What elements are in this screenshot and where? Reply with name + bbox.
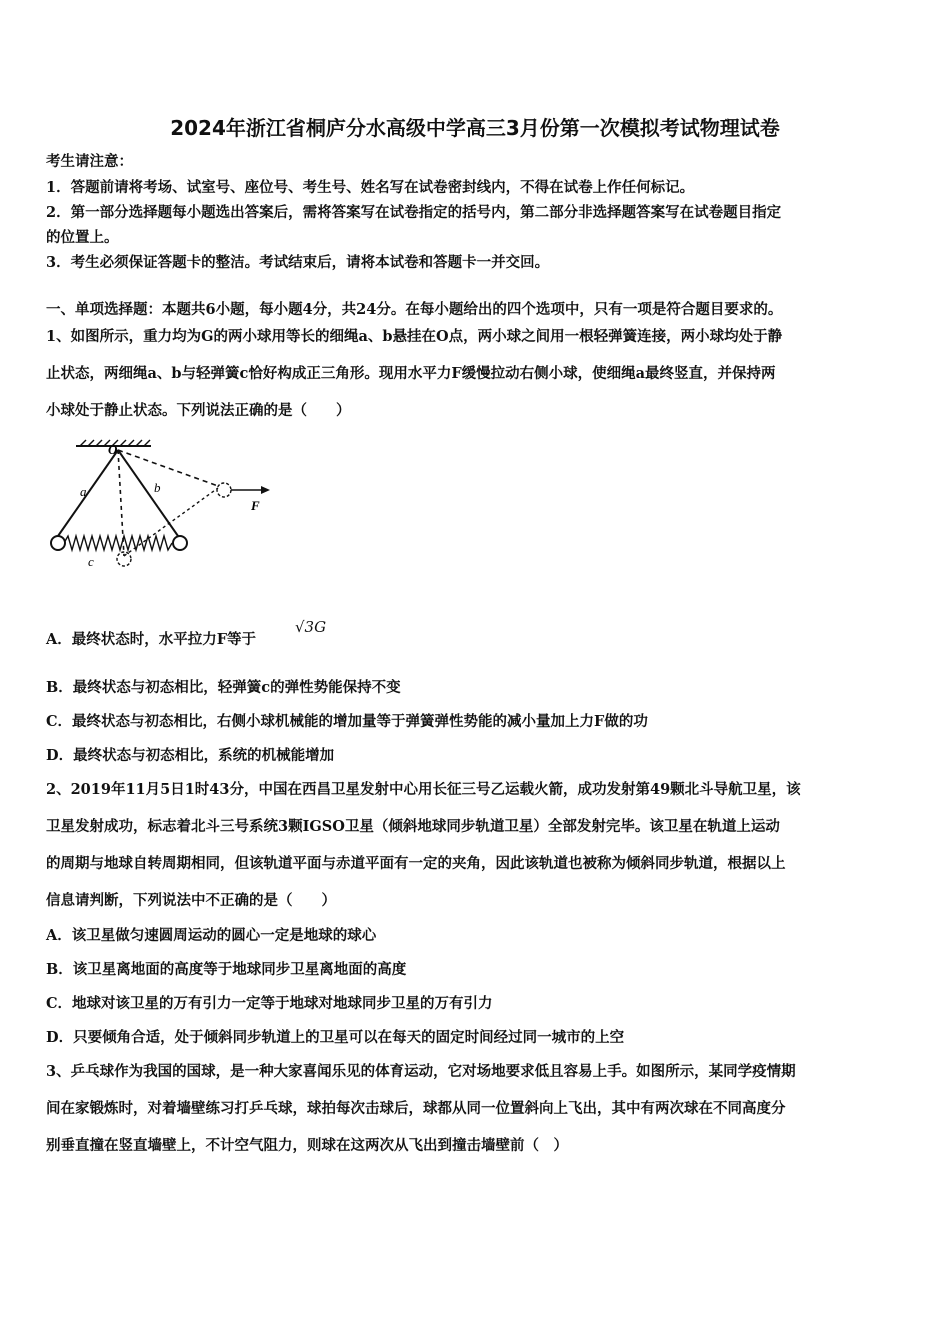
question-3-stem: 3、乒乓球作为我国的国球，是一种大家喜闻乐见的体育运动，它对场地要求低且容易上手。如图所示，某同学疫情期 bbox=[46, 1063, 796, 1080]
notice-item: 的位置上。 bbox=[46, 229, 119, 246]
question-1-option-c: C．最终状态与初态相比，右侧小球机械能的增加量等于弹簧弹性势能的减小量加上力F做的功 bbox=[46, 713, 648, 730]
label-O: O bbox=[108, 442, 118, 457]
question-1-option-a: A．最终状态时，水平拉力F等于 bbox=[46, 631, 257, 648]
question-3-stem: 别垂直撞在竖直墙壁上，不计空气阻力，则球在这两次从飞出到撞击墙壁前（ ） bbox=[46, 1137, 568, 1154]
formula-text: √3G bbox=[295, 618, 327, 636]
question-2-option-c: C．地球对该卫星的万有引力一定等于地球对地球同步卫星的万有引力 bbox=[46, 995, 493, 1012]
notice-heading: 考生请注意： bbox=[46, 153, 133, 170]
notice-item: 3．考生必须保证答题卡的整洁。考试结束后，请将本试卷和答题卡一并交回。 bbox=[46, 254, 550, 271]
question-1-option-b: B．最终状态与初态相比，轻弹簧c的弹性势能保持不变 bbox=[46, 679, 401, 696]
section-heading: 一、单项选择题：本题共6小题，每小题4分，共24分。在每小题给出的四个选项中，只有一项是符合题目要求的。 bbox=[46, 301, 783, 318]
right-ball bbox=[173, 536, 187, 550]
question-2-option-d: D．只要倾角合适，处于倾斜同步轨道上的卫星可以在每天的固定时间经过同一城市的上空 bbox=[46, 1029, 625, 1046]
notice-item: 1．答题前请将考场、试室号、座位号、考生号、姓名写在试卷密封线内，不得在试卷上作任何标记。 bbox=[46, 179, 695, 196]
question-2-stem: 卫星发射成功，标志着北斗三号系统3颗IGSO卫星（倾斜地球同步轨道卫星）全部发射完毕。该卫星在轨道上运动 bbox=[46, 818, 780, 835]
question-1-stem: 1、如图所示，重力均为G的两小球用等长的细绳a、b悬挂在O点，两小球之间用一根轻弹簧连接，两小球均处于静 bbox=[46, 328, 783, 345]
question-2-option-b: B．该卫星离地面的高度等于地球同步卫星离地面的高度 bbox=[46, 961, 407, 978]
question-3-stem: 间在家锻炼时，对着墙壁练习打乒乓球，球拍每次击球后，球都从同一位置斜向上飞出，其中有两次球在不同高度分 bbox=[46, 1100, 786, 1117]
question-2-stem: 的周期与地球自转周期相同，但该轨道平面与赤道平面有一定的夹角，因此该轨道也被称为倾斜同步轨道，根据以上 bbox=[46, 855, 786, 872]
force-arrow-head bbox=[261, 486, 270, 494]
left-ball bbox=[51, 536, 65, 550]
final-right-ball-dashed bbox=[217, 483, 231, 497]
page-title: 2024年浙江省桐庐分水高级中学高三3月份第一次模拟考试物理试卷 bbox=[170, 116, 780, 140]
question-2-stem: 信息请判断，下列说法中不正确的是（ ） bbox=[46, 892, 336, 909]
label-a: a bbox=[80, 484, 87, 499]
question-1-stem: 止状态，两细绳a、b与轻弹簧c恰好构成正三角形。现用水平力F缓慢拉动右侧小球，使细绳a最终竖直，并保持两 bbox=[46, 365, 776, 382]
question-1-option-d: D．最终状态与初态相比，系统的机械能增加 bbox=[46, 747, 335, 764]
spring-c bbox=[64, 536, 172, 550]
question-2-stem: 2、2019年11月5日1时43分，中国在西昌卫星发射中心用长征三号乙运载火箭，成功发射第49颗北斗导航卫星，该 bbox=[46, 781, 801, 798]
pendulum-spring-figure bbox=[46, 438, 276, 573]
final-string-dashed bbox=[118, 450, 218, 486]
notice-item: 2．第一部分选择题每小题选出答案后，需将答案写在试卷指定的括号内，第二部分非选择题答案写在试卷题目指定 bbox=[46, 204, 782, 221]
question-1-stem: 小球处于静止状态。下列说法正确的是（ ） bbox=[46, 402, 351, 419]
label-c: c bbox=[88, 554, 94, 569]
string-a bbox=[58, 450, 118, 536]
question-2-option-a: A．该卫星做匀速圆周运动的圆心一定是地球的球心 bbox=[46, 927, 377, 944]
label-b: b bbox=[154, 480, 161, 495]
formula-sqrt3G bbox=[295, 617, 335, 643]
label-F: F bbox=[251, 498, 260, 513]
